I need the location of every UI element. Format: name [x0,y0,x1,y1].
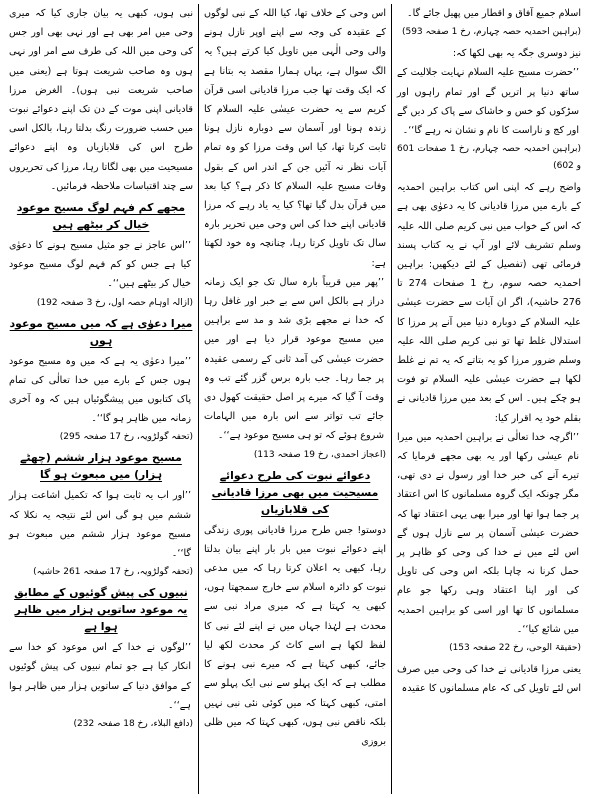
quotation: ’’میرا دعوٰی یہ ہے کہ میں وہ مسیح موعود ہوں جس کے بارے میں خدا تعالٰی کی تمام پاک کتابوں میں پیشگوئیاں ہیں کہ وہ آخری زمانہ میں ظاہر ہو گا‘‘۔ [9,355,191,425]
quotation: ’’اس عاجز نے جو مثیل مسیح ہونے کا دعوٰی کیا ہے جس کو کم فہم لوگ مسیح موعود خیال کر بیٹھے ہیں‘‘۔ [9,240,191,290]
quotation: ’’اور اب یہ ثابت ہوا کہ تکمیل اشاعت ہزار ششم میں ہو گی اس لئے نتیجہ یہ نکلا کہ مسیح موعود ہزار ششم میں مبعوث ہو گا‘‘۔ [9,490,191,560]
quotation: ’’لوگوں نے خدا کے اس موعود کو خدا سے انکار کیا ہے جو تمام نبیوں کی پیش گوئیوں کے موافق دنیا کے ساتویں ہزار میں ظاہر ہوا ہے‘‘۔ [9,642,191,711]
citation: (اعجاز احمدی، رخ 19 صفحہ 113) [253,449,386,460]
citation: (ازالہ اوہام حصہ اول، رخ 3 صفحہ 192) [36,297,193,308]
column-middle [198,4,392,794]
quotation: ’’پھر میں قریباً بارہ سال تک جو ایک زمانہ دراز ہے بالکل اس سے بے خبر اور غافل رہا کہ خدا نے مجھے بڑی شد و مد سے براہین میں مسیح موعود قرار دیا ہے اور میں حضرت عیسٰی کی آمد ثانی کے رسمی عقیدہ پر جما رہا۔ جب بارہ برس گزر گئے تب وہ وقت آ گیا کہ میرے پر اصل حقیقت کھول دی جائے تب تواتر سے اس بارہ میں الہامات شروع ہوئے کہ تو ہی مسیح موعود ہے‘‘۔ [204,276,384,442]
quotation: ’’اگرچہ خدا تعالٰی نے براہین احمدیہ میں میرا نام عیسٰی رکھا اور یہ بھی مجھے فرمایا کہ تیرے آنے کی خبر خدا اور رسول نے دی تھی، مگر چونکہ ایک گروہ مسلمانوں کا اس اعتقاد پر جما ہوا تھا اور میرا بھی یہی اعتقاد تھا کہ حضرت عیسٰی آسمان پر سے نازل ہوں گے اس لئے میں نے خدا کی وحی کو ظاہر پر حمل کرنا نہ چاہا بلکہ اس وحی کی تاویل کی اور اپنا اعتقاد وہی رکھا جو عام مسلمانوں کا تھا اور اسی کو براہین احمدیہ میں شائع کیا‘‘۔ [397,431,579,635]
section-heading: مجھے کم فہم لوگ مسیح موعود خیال کر بیٹھے ہیں [16,201,186,232]
paragraph: یعنی مرزا قادیانی نے خدا کی وحی میں صرف اس لئے تاویل کی کہ عام مسلمانوں کا عقیدہ [397,664,581,695]
citation: (حقیقۃ الوحی، رخ 22 صفحہ 153) [449,643,581,654]
section-heading: میرا دعوٰی ہے کہ میں مسیح موعود ہوں [9,316,193,347]
paragraph: نبی ہوں، کبھی یہ بیان جاری کیا کہ میری وحی میں امر بھی ہے اور نہی بھی اور جس کی وحی میں اللہ کی طرف سے امر اور نہی ہوں وہ صاحب شریعت ہوتا ہے (یعنی میں صاحب شریعت نبی ہوں)۔ الغرض مرزا قادیانی اپنی موت کے دن تک اپنے دعوائے نبوت میں حسب ضرورت رنگ بدلتا رہا، بالکل اسی طرح اس کی قلابازیاں وہ اپنے دعوائے مسیحیت میں بھی لگاتا رہا، مرزا کی تحریروں سے چند اقتباسات ملاحظہ فرمائیں۔ [9,8,193,192]
section-heading: مسیح موعود ہزار ششم (چھٹے ہزار) میں مبعوث ہو گا [20,451,182,482]
column-right [392,4,586,794]
section-heading: دعوائے نبوت کی طرح دعوائے مسیحیت میں بھی مرزا قادیانی کی قلابازیاں [211,468,379,516]
paragraph: نیز دوسری جگہ یہ بھی لکھا کہ: [452,48,581,60]
paragraph: اسلام جمیع آفاق و اقطار میں پھیل جائے گا۔ [406,8,581,19]
section-heading: نبیوں کی پیش گوئیوں کے مطابق یہ موعود ساتویں ہزار میں ظاہر ہوا ہے [14,586,188,634]
citation: (تحفہ گولڑویہ، رخ 17 صفحہ 261 حاشیہ) [33,567,193,578]
citation: (دافع البلاء، رخ 18 صفحہ 232) [73,719,193,730]
paragraph: دوستو! جس طرح مرزا قادیانی پوری زندگی اپنے دعوائے نبوت میں بار بار اپنے بیان بدلتا رہا، کبھی یہ اعلان کرتا رہا کہ میں مدعی نبوت کو دائرہ اسلام سے خارج سمجھتا ہوں، کبھی یہ کہتا ہے کہ میری مراد نبی سے محدث ہے لہٰذا جہاں میں نے اپنے لئے نبی کا لفظ لکھا ہے اسے کاٹ کر محدث لکھ لیا جائے، کبھی کہتا ہے کہ میرے نبی ہونے کا مطلب ہے کہ ایک پہلو سے نبی ایک پہلو سے امتی، کبھی کہتا کہ میں کوئی نئی نبی نہیں بلکہ ناقص نبی ہوں، کبھی کہتا کہ میں ظلی بروزی [204,524,386,747]
citation: (تحفہ گولڑویہ، رخ 17 صفحہ 295) [59,432,193,443]
quotation: ’’حضرت مسیح علیہ السلام نہایت جلالیت کے ساتھ دنیا پر اتریں گے اور تمام راہوں اور سڑکوں کو خس و خاشاک سے پاک کر دیں گے اور کج و ناراست کا نام و نشان نہ رہے گا‘‘۔ [397,67,579,137]
paragraph: واضح رہے کہ اپنی اس کتاب براہین احمدیہ کے بارے میں مرزا قادیانی کا یہ دعوٰی بھی ہے کہ اس کے خواب میں نبی کریم صلی اللہ علیہ وسلم تشریف لائے اور آپ نے یہ کتاب پسند فرمائی تھی (تفصیل کے لئے دیکھیں: براہین احمدیہ حصہ سوم، رخ 1 صفحات 274 تا 276 حاشیہ)، اگر ان آیات سے حضرت عیسٰی علیہ السلام کے دوبارہ دنیا میں آنے پر مرزا کا استدلال غلط تھا تو نبی کریم صلی اللہ علیہ وسلم ضرور مرزا کو یہ بتاتے کہ یہ تم نے غلط لکھا ہے حضرت عیسٰی علیہ السلام تو فوت ہو چکے ہیں۔ اس کے بعد میں مرزا قادیانی نے بقلم خود یہ اقرار کیا: [397,182,581,424]
column-left [4,4,198,794]
citation: (براہین احمدیہ حصہ چہارم، رخ 1 صفحات 601 و 602) [397,144,581,172]
citation: (براہین احمدیہ حصہ چہارم، رخ 1 صفحہ 593) [401,27,581,38]
paragraph: اس وحی کے خلاف تھا، کیا اللہ کے نبی لوگوں کے عقیدہ کی وجہ سے اپنے اوپر نازل ہونے والی وحی الٰہی میں تاویل کیا کرتے ہیں؟ یہ الگ سوال ہے، یہاں ہمارا مقصد یہ بتانا ہے کہ ایک وقت تھا جب مرزا قادیانی اسی قرآن کریم سے یہ حضرت عیسٰی علیہ السلام کا زندہ ہونا اور آسمان سے دوبارہ نازل ہونا ثابت کرتا تھا، کیا اس وقت مرزا کو وہ تمام آیات نظر نہ آئیں جن کے اندر اس کے بقول وفات مسیح علیہ السلام کا ذکر ہے؟ کیا بعد میں قرآن بدل گیا تھا؟ کیا یہ یاد رہے کہ مرزا قادیانی اپنے خدا کی اس وحی میں تحریر بارہ سال تک تاویل کرتا رہا، چنانچہ وہ خود لکھتا ہے: [204,8,386,269]
